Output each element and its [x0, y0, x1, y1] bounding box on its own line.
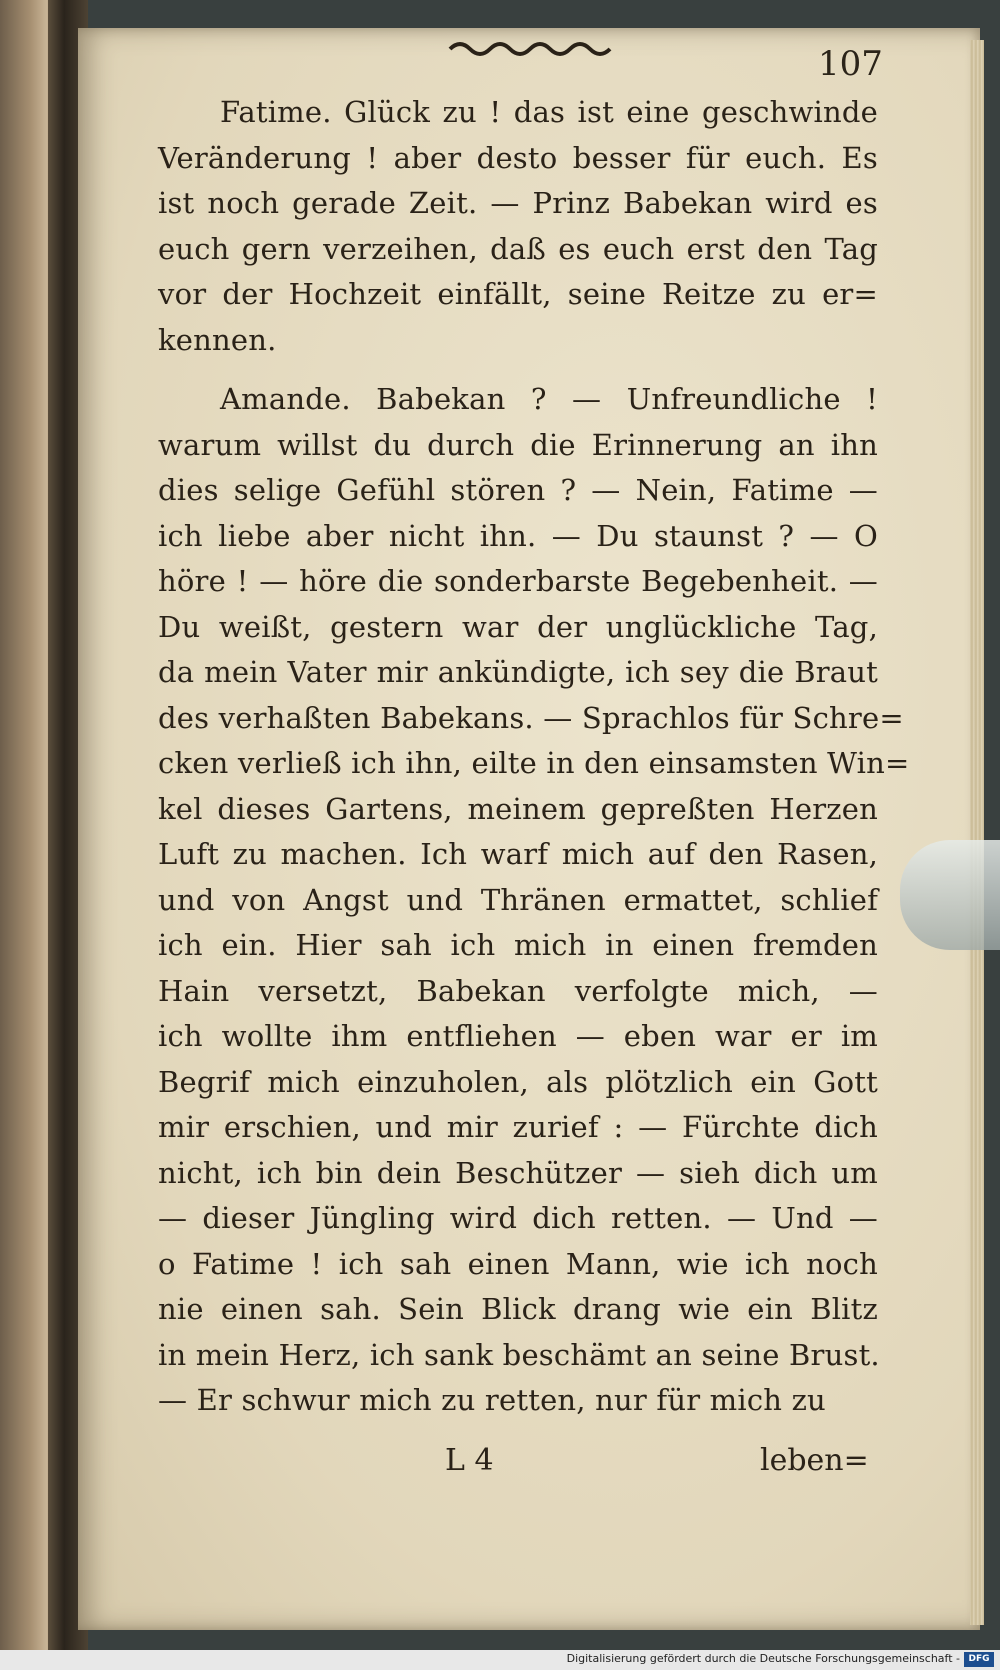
- text-line: ich liebe aber nicht ihn. — Du staunst ? — O: [158, 518, 878, 553]
- text-line: Veränderung ! aber desto besser für euch. Es: [158, 140, 878, 175]
- text-line: Luft zu machen. Ich warf mich auf den Rasen,: [158, 837, 878, 871]
- text-line: Amande. Babekan ? — Unfreundliche !: [220, 382, 878, 416]
- page-text: [158, 90, 910, 1424]
- text-line: — Er schwur mich zu retten, nur für mich zu: [158, 1383, 826, 1417]
- text-line: des verhaßten Babekans. — Sprachlos für Schre=: [158, 700, 904, 735]
- text-line: kennen.: [158, 322, 277, 357]
- text-line: ich wollte ihm entfliehen — eben war er im: [158, 1019, 878, 1053]
- text-line: Hain versetzt, Babekan verfolgte mich, —: [158, 973, 878, 1008]
- text-line: Fatime. Glück zu ! das ist eine geschwinde: [220, 95, 878, 129]
- text-line: und von Angst und Thränen ermattet, schlief: [158, 882, 878, 917]
- text-line: ist noch gerade Zeit. — Prinz Babekan wird es: [158, 186, 878, 220]
- text-line: Begrif mich einzuholen, als plötzlich ein Gott: [158, 1064, 878, 1099]
- left-page-edge: [0, 0, 55, 1670]
- text-line: cken verließ ich ihn, eilte in den einsamsten Win=: [158, 746, 910, 780]
- paragraph-gap: [158, 363, 878, 377]
- text-line: ich ein. Hier sah ich mich in einen fremden: [158, 928, 878, 962]
- text-line: warum willst du durch die Erinnerung an ihn: [158, 427, 878, 462]
- dfg-credit-text: Digitalisierung gefördert durch die Deutsche Forschungsgemeinschaft -: [566, 1652, 960, 1665]
- text-line: nie einen sah. Sein Blick drang wie ein Blitz: [158, 1292, 878, 1326]
- text-line: höre ! — höre die sonderbarste Begebenheit. —: [158, 564, 878, 598]
- page-clip: [900, 840, 1000, 950]
- text-line: Du weißt, gestern war der unglückliche Tag,: [158, 609, 878, 644]
- paragraph-2: [158, 377, 910, 1424]
- text-line: da mein Vater mir ankündigte, ich sey die Braut: [158, 655, 878, 689]
- text-line: — dieser Jüngling wird dich retten. — Und —: [158, 1201, 878, 1235]
- dfg-logo: DFG: [964, 1652, 994, 1667]
- signature-mark: L 4: [445, 1443, 494, 1478]
- text-line: euch gern verzeihen, daß es euch erst den Tag: [158, 231, 878, 266]
- text-line: kel dieses Gartens, meinem gepreßten Herzen: [158, 791, 878, 826]
- ornament-rule-icon: [445, 34, 615, 64]
- paragraph-1: [158, 90, 878, 363]
- text-line: o Fatime ! ich sah einen Mann, wie ich noch: [158, 1246, 878, 1281]
- page-number: 107: [818, 44, 883, 84]
- page-stack-edge: [970, 40, 984, 1625]
- catchword: leben=: [760, 1443, 869, 1478]
- text-line: mir erschien, und mir zurief : — Fürchte dich: [158, 1110, 878, 1144]
- text-line: vor der Hochzeit einfällt, seine Reitze zu er=: [158, 277, 878, 311]
- text-line: nicht, ich bin dein Beschützer — sieh dich um: [158, 1155, 878, 1190]
- text-line: dies selige Gefühl stören ? — Nein, Fatime —: [158, 473, 878, 507]
- text-line: in mein Herz, ich sank beschämt an seine Brust.: [158, 1337, 880, 1372]
